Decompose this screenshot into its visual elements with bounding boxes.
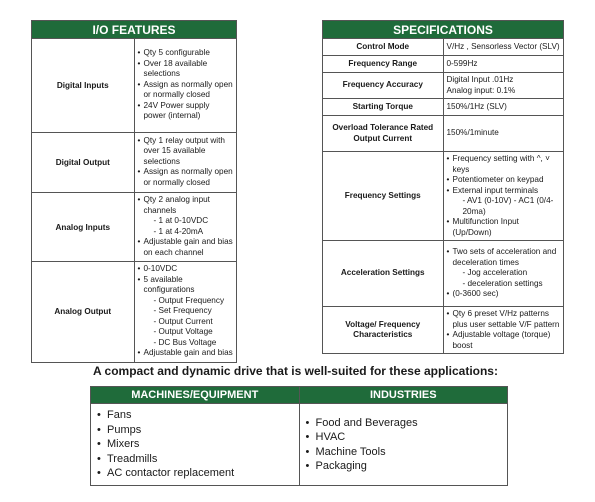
bullet-text: 0-10VDC [143,264,178,273]
bullet-item [138,237,234,258]
industry-item: • HVAC [306,430,502,445]
table-row [32,262,237,363]
frequency-accuracy-digital: Digital Input .01Hz [446,75,514,84]
sub-item: - deceleration settings [462,278,543,288]
sub-item: - Jog acceleration [462,268,528,278]
machine-item: • AC contactor replacement [97,466,293,481]
bullet-text: Adjustable gain and bias on each channel [143,237,233,257]
table-row [323,99,564,116]
industry-item: • Packaging [306,459,502,474]
industry-item: • Food and Beverages [306,416,502,431]
bullet-text: Two sets of acceleration and deceleration times [452,247,557,267]
analog-inputs-details [134,193,237,262]
sub-item: - Output Voltage [153,327,213,336]
frequency-accuracy-analog: Analog input: 0.1% [446,85,516,95]
bullet-item [447,217,561,238]
vf-characteristics-label: Voltage/ Frequency Characteristics [323,307,444,354]
bullet-text: Potentiometer on keypad [452,175,544,184]
bullet-item [447,175,561,186]
applications-table [90,386,508,486]
analog-output-label: Analog Output [32,262,135,363]
sub-item: - Output Frequency [153,295,225,305]
bullet-item [138,264,234,275]
table-row [32,133,237,193]
bullet-text: External input terminals [452,185,539,195]
bullet-item [447,247,561,289]
analog-inputs-label: Analog Inputs [32,193,135,262]
bullet-item [138,136,234,168]
bullet-text: (0-3600 sec) [452,289,499,299]
frequency-range-value: 0-599Hz [443,56,564,73]
frequency-accuracy-label: Frequency Accuracy [323,73,444,99]
bullet-item [447,309,561,330]
analog-output-details [134,262,237,363]
bullet-text: Qty 2 analog input channels [143,195,210,215]
sub-item: - DC Bus Voltage [153,337,217,347]
bullet-item [138,59,234,80]
table-row [323,152,564,241]
bullet-item [138,167,234,188]
bullet-text: Qty 1 relay output with over 15 available selections [143,135,225,166]
bullet-text: Qty 6 preset V/Hz patterns plus user settable V/F pattern [452,309,560,329]
bullet-text: Adjustable gain and bias [143,348,233,357]
control-mode-label: Control Mode [323,39,444,56]
sub-item: - AV1 (0-10V) - AC1 (0/4-20ma) [462,196,554,216]
acceleration-settings-label: Acceleration Settings [323,241,444,307]
machine-item: • Mixers [97,437,293,452]
sub-item: - 1 at 0-10VDC [153,216,209,225]
digital-output-details [134,133,237,193]
table-row [32,39,237,133]
bullet-text: Assign as normally open or normally closed [143,167,233,187]
overload-tolerance-value: 150%/1minute [443,116,564,152]
sub-item: - Set Frequency [153,306,212,315]
industries-header: INDUSTRIES [299,387,508,404]
bullet-item [447,186,561,218]
bullet-item [447,330,561,351]
bullet-item [138,275,234,349]
bullet-item [138,348,234,359]
table-row [323,39,564,56]
applications-tagline: A compact and dynamic drive that is well-suited for these applications: [93,364,498,378]
control-mode-value: V/Hz , Sensorless Vector (SLV) [443,39,564,56]
digital-inputs-label: Digital Inputs [32,39,135,133]
machines-list-cell [91,404,300,486]
vf-characteristics-details [443,307,564,354]
industries-list-cell [299,404,508,486]
starting-torque-value: 150%/1Hz (SLV) [443,99,564,116]
bullet-item [138,80,234,101]
table-row [323,241,564,307]
bullet-item [447,154,561,175]
bullet-text: 24V Power supply power (internal) [143,100,210,121]
specifications-table [322,20,564,354]
bullet-text: Multifunction Input (Up/Down) [452,217,519,237]
bullet-text: Assign as normally open or normally closed [143,79,233,100]
machines-equipment-header: MACHINES/EQUIPMENT [91,387,300,404]
machine-item: • Pumps [97,423,293,438]
bullet-text: Frequency setting with ^, ˅ keys [452,154,550,174]
table-row [323,307,564,354]
sub-item: - 1 at 4-20mA [153,226,204,236]
table-row [323,116,564,152]
digital-output-label: Digital Output [32,133,135,193]
machine-item: • Fans [97,408,293,423]
table-row [91,404,508,486]
io-features-title: I/O FEATURES [32,21,237,39]
bullet-item [138,195,234,237]
table-row [323,56,564,73]
bullet-text: Qty 5 configurable [143,48,210,58]
bullet-text: Over 18 available selections [143,58,208,79]
frequency-settings-details [443,152,564,241]
frequency-accuracy-value [443,73,564,99]
bullet-item [138,48,234,59]
bullet-text: Adjustable voltage (torque) boost [452,330,551,350]
io-features-table [31,20,237,363]
digital-inputs-details [134,39,237,133]
bullet-text: 5 available configurations [143,274,195,294]
bullet-item [138,101,234,122]
bullet-item [447,289,561,300]
starting-torque-label: Starting Torque [323,99,444,116]
specifications-title: SPECIFICATIONS [323,21,564,39]
machine-item: • Treadmills [97,452,293,467]
frequency-range-label: Frequency Range [323,56,444,73]
table-row [32,193,237,262]
sub-item: - Output Current [153,316,213,326]
frequency-settings-label: Frequency Settings [323,152,444,241]
table-row [323,73,564,99]
industry-item: • Machine Tools [306,445,502,460]
acceleration-settings-details [443,241,564,307]
overload-tolerance-label: Overload Tolerance Rated Output Current [323,116,444,152]
